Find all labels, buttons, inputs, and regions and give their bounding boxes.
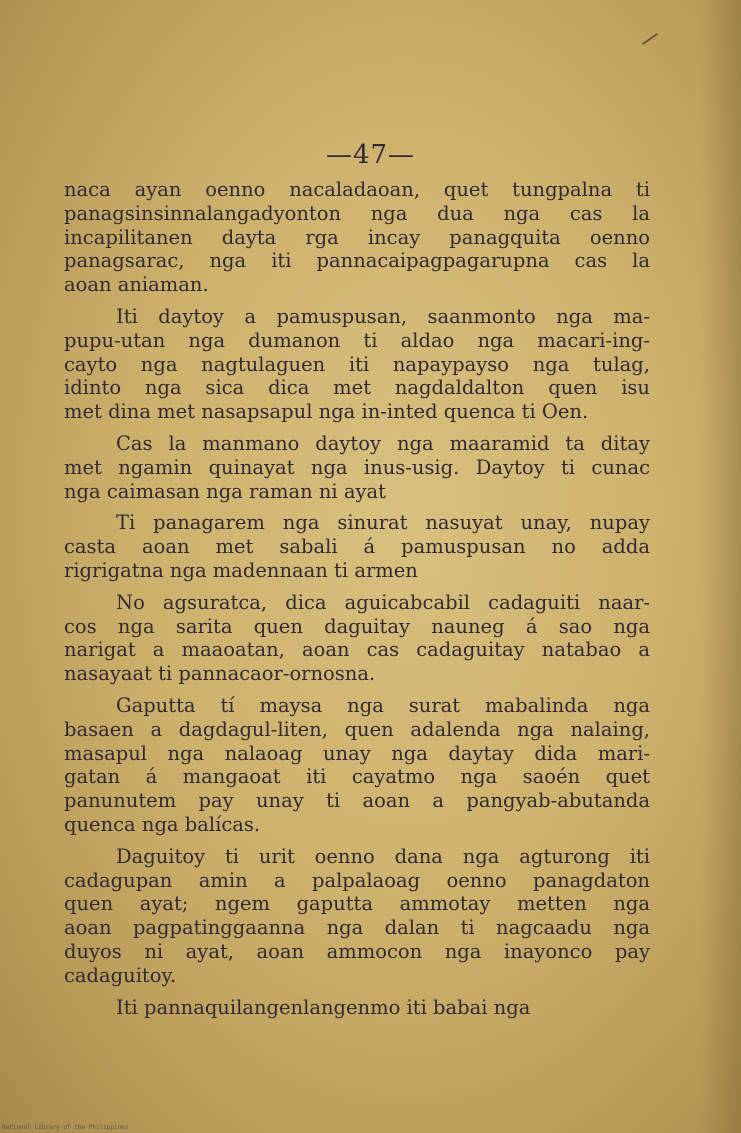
- text-line: quen ayat; ngem gaputta ammotay metten nga: [64, 892, 650, 916]
- text-line: panagsarac, nga iti pannacaipagpagarupna cas la: [64, 249, 650, 273]
- text-line: Iti pannaquilangenlangenmo iti babai nga: [116, 995, 531, 1019]
- text-line: panagsinsinnalangadyonton nga dua nga cas la: [64, 201, 650, 225]
- paragraph: [64, 996, 650, 1020]
- text-line: cayto nga nagtulaguen iti napaypayso nga tulag,: [64, 352, 650, 376]
- paragraph: [64, 694, 650, 837]
- text-line: naca ayan oenno nacaladaoan, quet tungpalna ti: [64, 178, 650, 201]
- text-line: rigrigatna nga madennaan ti armen: [64, 558, 418, 582]
- text-line: casta aoan met sabali á pamuspusan no adda: [64, 535, 650, 559]
- text-line: met ngamin quinayat nga inus-usig. Daytoy ti cunac: [64, 455, 650, 479]
- page-number: —47—: [325, 140, 416, 170]
- library-credit: National Library of the Philippines: [2, 1124, 129, 1131]
- paragraph: [64, 305, 650, 424]
- text-line: Ti panagarem nga sinurat nasuyat unay, nupay: [116, 511, 650, 535]
- text-line: nga caimasan nga raman ni ayat: [64, 479, 386, 503]
- text-line: Iti daytoy a pamuspusan, saanmonto nga ma-: [116, 304, 650, 328]
- pencil-mark: [642, 33, 658, 45]
- text-line: aoan pagpatinggaanna nga dalan ti nagcaadu nga: [64, 916, 650, 940]
- text-line: panunutem pay unay ti aoan a pangyab-abutanda: [64, 789, 650, 813]
- text-line: cos nga sarita quen daguitay nauneg á sao nga: [64, 614, 650, 638]
- text-line: aoan aniaman.: [64, 273, 209, 297]
- text-line: cadagupan amin a palpalaoag oenno panagdaton: [64, 868, 650, 892]
- text-line: gatan á mangaoat iti cayatmo nga saoén quet: [64, 765, 650, 789]
- text-line: Daguitoy ti urit oenno dana nga agturong iti: [116, 844, 650, 868]
- text-line: idinto nga sica dica met nagdaldalton quen isu: [64, 376, 650, 400]
- text-line: No agsuratca, dica aguicabcabil cadaguiti naar-: [116, 590, 650, 614]
- text-line: duyos ni ayat, aoan ammocon nga inayonco pay: [64, 939, 650, 963]
- text-line: met dina met nasapsapul nga in-inted quenca ti Oen.: [64, 400, 589, 424]
- text-line: narigat a maaoatan, aoan cas cadaguitay natabao a: [64, 638, 650, 662]
- paragraph: [64, 178, 650, 297]
- paragraph: [64, 591, 650, 686]
- text-line: Gaputta tí maysa nga surat mabalinda nga: [116, 693, 650, 717]
- text-line: Cas la manmano daytoy nga maaramid ta ditay: [116, 431, 650, 455]
- paragraph: [64, 432, 650, 503]
- text-line: pupu-utan nga dumanon ti aldao nga macari-ing-: [64, 328, 650, 352]
- paragraph: [64, 511, 650, 582]
- text-line: incapilitanen dayta rga incay panagquita oenno: [64, 225, 650, 249]
- text-line: quenca nga balícas.: [64, 812, 261, 836]
- text-line: basaen a dagdagul-liten, quen adalenda nga nalaing,: [64, 717, 650, 741]
- text-line: masapul nga nalaoag unay nga daytay dida mari-: [64, 741, 650, 765]
- body-text: [64, 178, 650, 1019]
- paragraph: [64, 845, 650, 988]
- text-line: cadaguitoy.: [64, 963, 177, 987]
- text-line: nasayaat ti pannacaor-ornosna.: [64, 662, 376, 686]
